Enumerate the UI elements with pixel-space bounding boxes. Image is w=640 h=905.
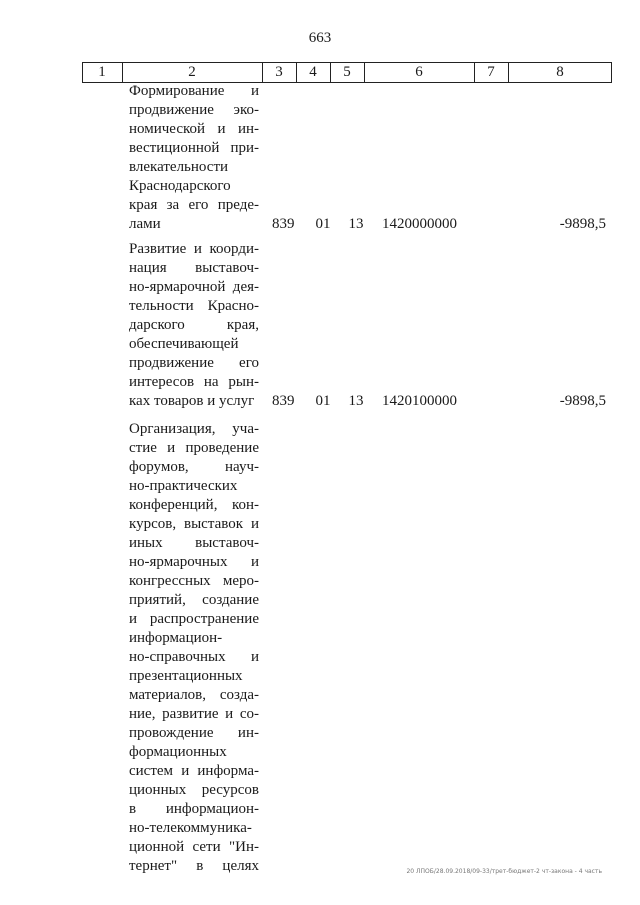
description-line: нация выставоч- <box>129 260 259 276</box>
header-col-4: 4 <box>309 64 317 80</box>
header-col-1: 1 <box>98 64 106 80</box>
header-col-7: 7 <box>487 64 495 80</box>
description-line: формационных <box>129 744 227 760</box>
cell-col-5: 13 <box>348 216 364 232</box>
row-description <box>129 240 259 411</box>
description-line: продвижение его <box>129 355 259 371</box>
description-line: ках товаров и услуг <box>129 393 255 409</box>
cell-col-6: 1420000000 <box>382 216 457 232</box>
description-line: систем и информа- <box>129 763 259 779</box>
description-line: конгрессных меро- <box>129 573 259 589</box>
description-line: провождение ин- <box>129 725 259 741</box>
cell-col-6: 1420100000 <box>382 393 457 409</box>
description-line: форумов, науч- <box>129 459 259 475</box>
description-line: тельности Красно- <box>129 298 259 314</box>
page-number: 663 <box>308 30 332 46</box>
description-line: номической и ин- <box>129 121 259 137</box>
description-line: Организация, уча- <box>129 421 259 437</box>
header-col-2: 2 <box>188 64 196 80</box>
cell-col-4: 01 <box>315 393 331 409</box>
description-line: иных выставоч- <box>129 535 259 551</box>
row-description <box>129 420 259 876</box>
description-line: курсов, выставок и <box>129 516 259 532</box>
cell-col-8: -9898,5 <box>559 393 606 409</box>
description-line: продвижение эко- <box>129 102 259 118</box>
col-divider <box>611 63 612 82</box>
description-line: но-практических <box>129 478 238 494</box>
description-line: но-ярмарочных и <box>129 554 259 570</box>
description-line: дарского края, <box>129 317 259 333</box>
description-line: в информацион- <box>129 801 259 817</box>
header-col-8: 8 <box>556 64 564 80</box>
description-line: лами <box>129 216 161 232</box>
table-header-row <box>82 62 612 83</box>
description-line: ние, развитие и со- <box>129 706 259 722</box>
cell-col-5: 13 <box>348 393 364 409</box>
cell-col-8: -9898,5 <box>559 216 606 232</box>
description-line: но-ярмарочной дея- <box>129 279 259 295</box>
header-col-6: 6 <box>415 64 423 80</box>
description-line: но-телекоммуника- <box>129 820 252 836</box>
cell-col-3: 839 <box>272 393 295 409</box>
description-line: приятий, создание <box>129 592 259 608</box>
row-description <box>129 82 259 234</box>
description-line: материалов, созда- <box>129 687 259 703</box>
header-col-3: 3 <box>275 64 283 80</box>
description-line: вестиционной при- <box>129 140 259 156</box>
description-line: края за его преде- <box>129 197 259 213</box>
footer-reference: 20 ЛПОБ/28.09.2018/09-33/трет-бюджет-2 чт-закона - 4 часть <box>406 868 602 875</box>
description-line: интересов на рын- <box>129 374 259 390</box>
description-line: ционной сети "Ин- <box>129 839 259 855</box>
description-line: ционных ресурсов <box>129 782 259 798</box>
description-line: презентационных <box>129 668 243 684</box>
description-line: Формирование и <box>129 83 259 99</box>
description-line: тернет" в целях <box>129 858 259 874</box>
description-line: обеспечивающей <box>129 336 239 352</box>
description-line: но-справочных и <box>129 649 259 665</box>
cell-col-3: 839 <box>272 216 295 232</box>
description-line: стие и проведение <box>129 440 259 456</box>
description-line: и распространение <box>129 611 259 627</box>
cell-col-4: 01 <box>315 216 331 232</box>
description-line: Краснодарского <box>129 178 231 194</box>
description-line: влекательности <box>129 159 229 175</box>
description-line: Развитие и коорди- <box>129 241 259 257</box>
description-line: информацион- <box>129 630 223 646</box>
header-col-5: 5 <box>343 64 351 80</box>
description-line: конференций, кон- <box>129 497 259 513</box>
